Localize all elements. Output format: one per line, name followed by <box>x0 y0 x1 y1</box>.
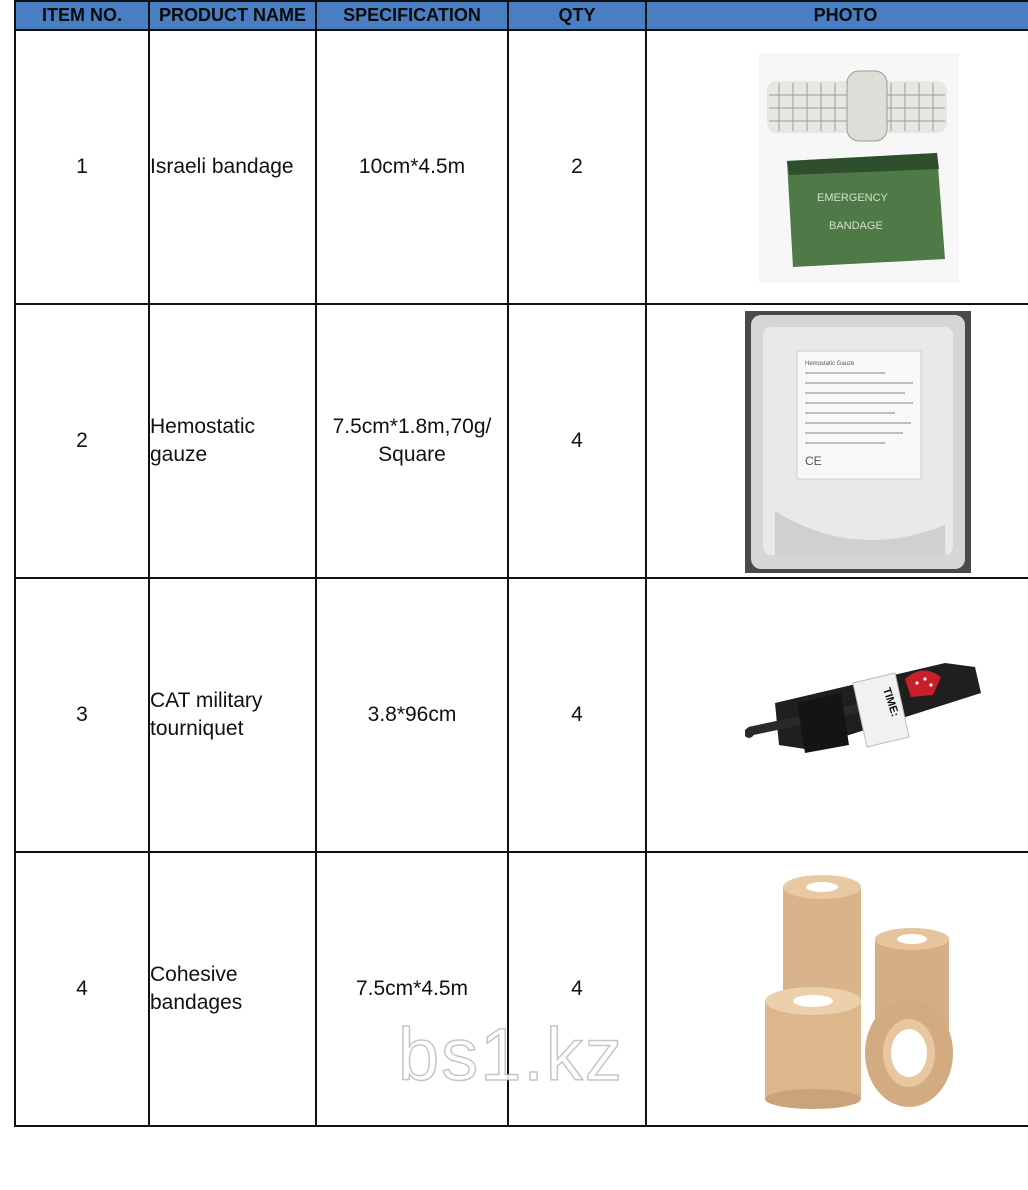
product-name <box>149 852 316 1126</box>
ce-mark: CE <box>805 454 822 468</box>
product-name-line: Cohesive <box>150 963 238 986</box>
cohesive-bandages-photo <box>759 873 969 1113</box>
header-photo: PHOTO <box>646 1 1028 30</box>
israeli-bandage-photo <box>759 53 959 283</box>
table-row <box>15 304 1028 578</box>
specification <box>316 304 508 578</box>
specification <box>316 30 508 304</box>
product-name-line: Israeli bandage <box>150 155 294 178</box>
time-label: TIME: <box>880 686 901 719</box>
table-row <box>15 30 1028 304</box>
header-product-name: PRODUCT NAME <box>149 1 316 30</box>
table-header-row <box>15 1 1028 30</box>
table-row <box>15 852 1028 1126</box>
specification-line: 3.8*96cm <box>367 703 457 726</box>
item-number: 4 <box>15 852 149 1126</box>
specification-line: 7.5cm*1.8m,70g/ <box>332 415 492 438</box>
product-name-line: Hemostatic <box>150 415 256 438</box>
quantity: 4 <box>508 578 646 852</box>
product-name-line: CAT military <box>150 689 263 712</box>
quantity: 4 <box>508 852 646 1126</box>
item-number: 1 <box>15 30 149 304</box>
product-name-line: bandages <box>150 991 243 1014</box>
product-name-line: gauze <box>150 443 208 466</box>
header-item-no: ITEM NO. <box>15 1 149 30</box>
gauze-title: Hemostatic Gauze <box>805 361 855 367</box>
specification-line: 7.5cm*4.5m <box>355 977 469 1000</box>
header-qty: QTY <box>508 1 646 30</box>
product-name-line: tourniquet <box>150 717 244 740</box>
tourniquet-photo <box>745 653 985 773</box>
header-specification: SPECIFICATION <box>316 1 508 30</box>
photo-cell <box>646 304 1028 578</box>
photo-cell <box>646 852 1028 1126</box>
specification-line: 10cm*4.5m <box>358 155 466 178</box>
photo-cell <box>646 578 1028 852</box>
product-name <box>149 304 316 578</box>
item-number: 3 <box>15 578 149 852</box>
quantity: 2 <box>508 30 646 304</box>
hemostatic-gauze-photo <box>745 311 971 573</box>
package-label: BANDAGE <box>829 220 883 232</box>
quantity: 4 <box>508 304 646 578</box>
table-row <box>15 578 1028 852</box>
specification <box>316 852 508 1126</box>
item-number: 2 <box>15 304 149 578</box>
watermark: bs1.kz <box>398 1013 624 1096</box>
photo-cell <box>646 30 1028 304</box>
specification <box>316 578 508 852</box>
package-label: EMERGENCY <box>817 192 888 204</box>
product-spec-table <box>14 0 1028 1127</box>
specification-line: Square <box>378 443 446 466</box>
product-name <box>149 578 316 852</box>
product-name <box>149 30 316 304</box>
